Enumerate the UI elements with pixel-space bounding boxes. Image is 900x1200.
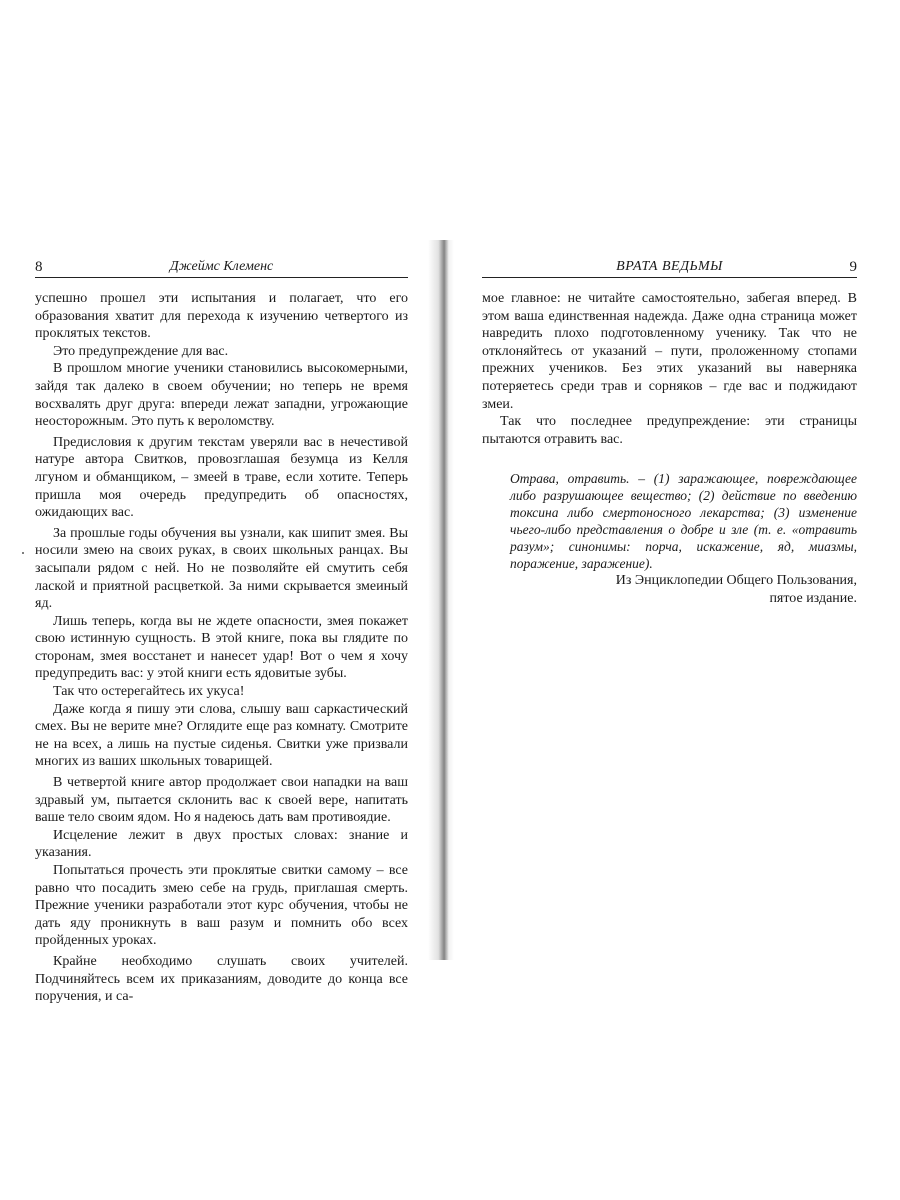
paragraph: В четвертой книге автор продолжает свои нападки на ваш здравый ум, пытается склонить вас к своей вере, напитать ваше тело своим ядом. Но я надеюсь дать вам противоядие. (35, 775, 408, 826)
paragraph: Предисловия к другим текстам уверяли вас в нечестивой натуре автора Свитков, провозглашая безумца из Келля лгуном и обманщиком, – змеей в траве, если хотите. Теперь пришла моя очередь предупредить об опасностях, ожидающих вас. (35, 434, 408, 521)
paragraph: Это предупреждение для вас. (53, 343, 229, 359)
quote-source-line: пятое издание. (769, 591, 857, 607)
right-page-body (482, 290, 857, 448)
paragraph: Так что последнее предупреждение: эти страницы пытаются отравить вас. (482, 414, 857, 447)
epigraph-quote: Отрава, отравить. – (1) заражающее, повреждающее либо разрушающее вещество; (2) действие по введению токсина либо смертоносного лекарства; (3) изменение чьего-либо представления о добре и зле (т. е. «отравить разум»; синонимы: порча, искажение, яд, миазмы, поражение, заражение). (510, 471, 857, 572)
left-page-header (35, 257, 408, 278)
paragraph: В прошлом многие ученики становились высокомерными, зайдя так далеко в своем обучении; но теперь не время восхвалять друг друга: впереди лежат западни, угрожающие неосторожным. Это путь к вероломству. (35, 361, 408, 430)
paragraph: Крайне необходимо слушать своих учителей. Подчиняйтесь всем их приказаниям, доводите до конца все поручения, и са- (35, 953, 408, 1005)
left-running-head: Джеймс Клеменс (169, 259, 274, 274)
scan-speck (22, 552, 24, 554)
right-page-header (482, 257, 857, 278)
right-page (482, 257, 857, 608)
left-page (35, 257, 408, 1006)
paragraph: Лишь теперь, когда вы не ждете опасности, змея покажет свою истинную сущность. В этой книге, пока вы глядите по сторонам, змея восстанет и нанесет удар! Вот о чем я хочу предупредить вас: у этой книги есть ядовитые зубы. (35, 613, 408, 682)
paragraph: Попытаться прочесть эти проклятые свитки самому – все равно что посадить змею себе на грудь, приглашая смерть. Прежние ученики разработали этот курс обучения, чтобы не дать яду проникнуть в ваш разум и помнить обо всех пройденных уроках. (35, 863, 408, 949)
paragraph: Так что остерегайтесь их укуса! (53, 684, 245, 700)
right-running-head: ВРАТА ВЕДЬМЫ (616, 259, 723, 274)
left-page-number: 8 (35, 259, 43, 275)
left-page-body (35, 290, 408, 1006)
paragraph: мое главное: не читайте самостоятельно, забегая вперед. В этом ваша единственная надежда. Даже одна страница может навредить плохо подготовленному ученику. Так что не отклоняйтесь от указаний – пути, проложенному стопами прежних учеников. Без этих указаний вы наверняка потеряетесь среди трав и сорняков – где вас и поджидают змеи. (482, 291, 857, 412)
paragraph: Даже когда я пишу эти слова, слышу ваш саркастический смех. Вы не верите мне? Оглядите еще раз комнату. Смотрите не на всех, а лишь на пустые сиденья. Свитки уже призвали многих из ваших школьных товарищей. (35, 701, 408, 770)
book-gutter (428, 240, 454, 960)
quote-source-line: Из Энциклопедии Общего Пользования, (615, 573, 857, 589)
paragraph: успешно прошел эти испытания и полагает, что его образования хватит для перехода к изучению четвертого из проклятых текстов. (35, 291, 408, 342)
paragraph: За прошлые годы обучения вы узнали, как шипит змея. Вы носили змею на своих руках, в своих школьных ранцах. Вы засыпали рядом с ней. Но не позволяйте ей смутить себя лаской и приятной расцветкой. За ними скрывается змеиный яд. (35, 525, 408, 612)
paragraph: Исцеление лежит в двух простых словах: знание и указания. (35, 827, 408, 861)
right-page-number: 9 (849, 259, 857, 275)
quote-source (482, 572, 857, 608)
